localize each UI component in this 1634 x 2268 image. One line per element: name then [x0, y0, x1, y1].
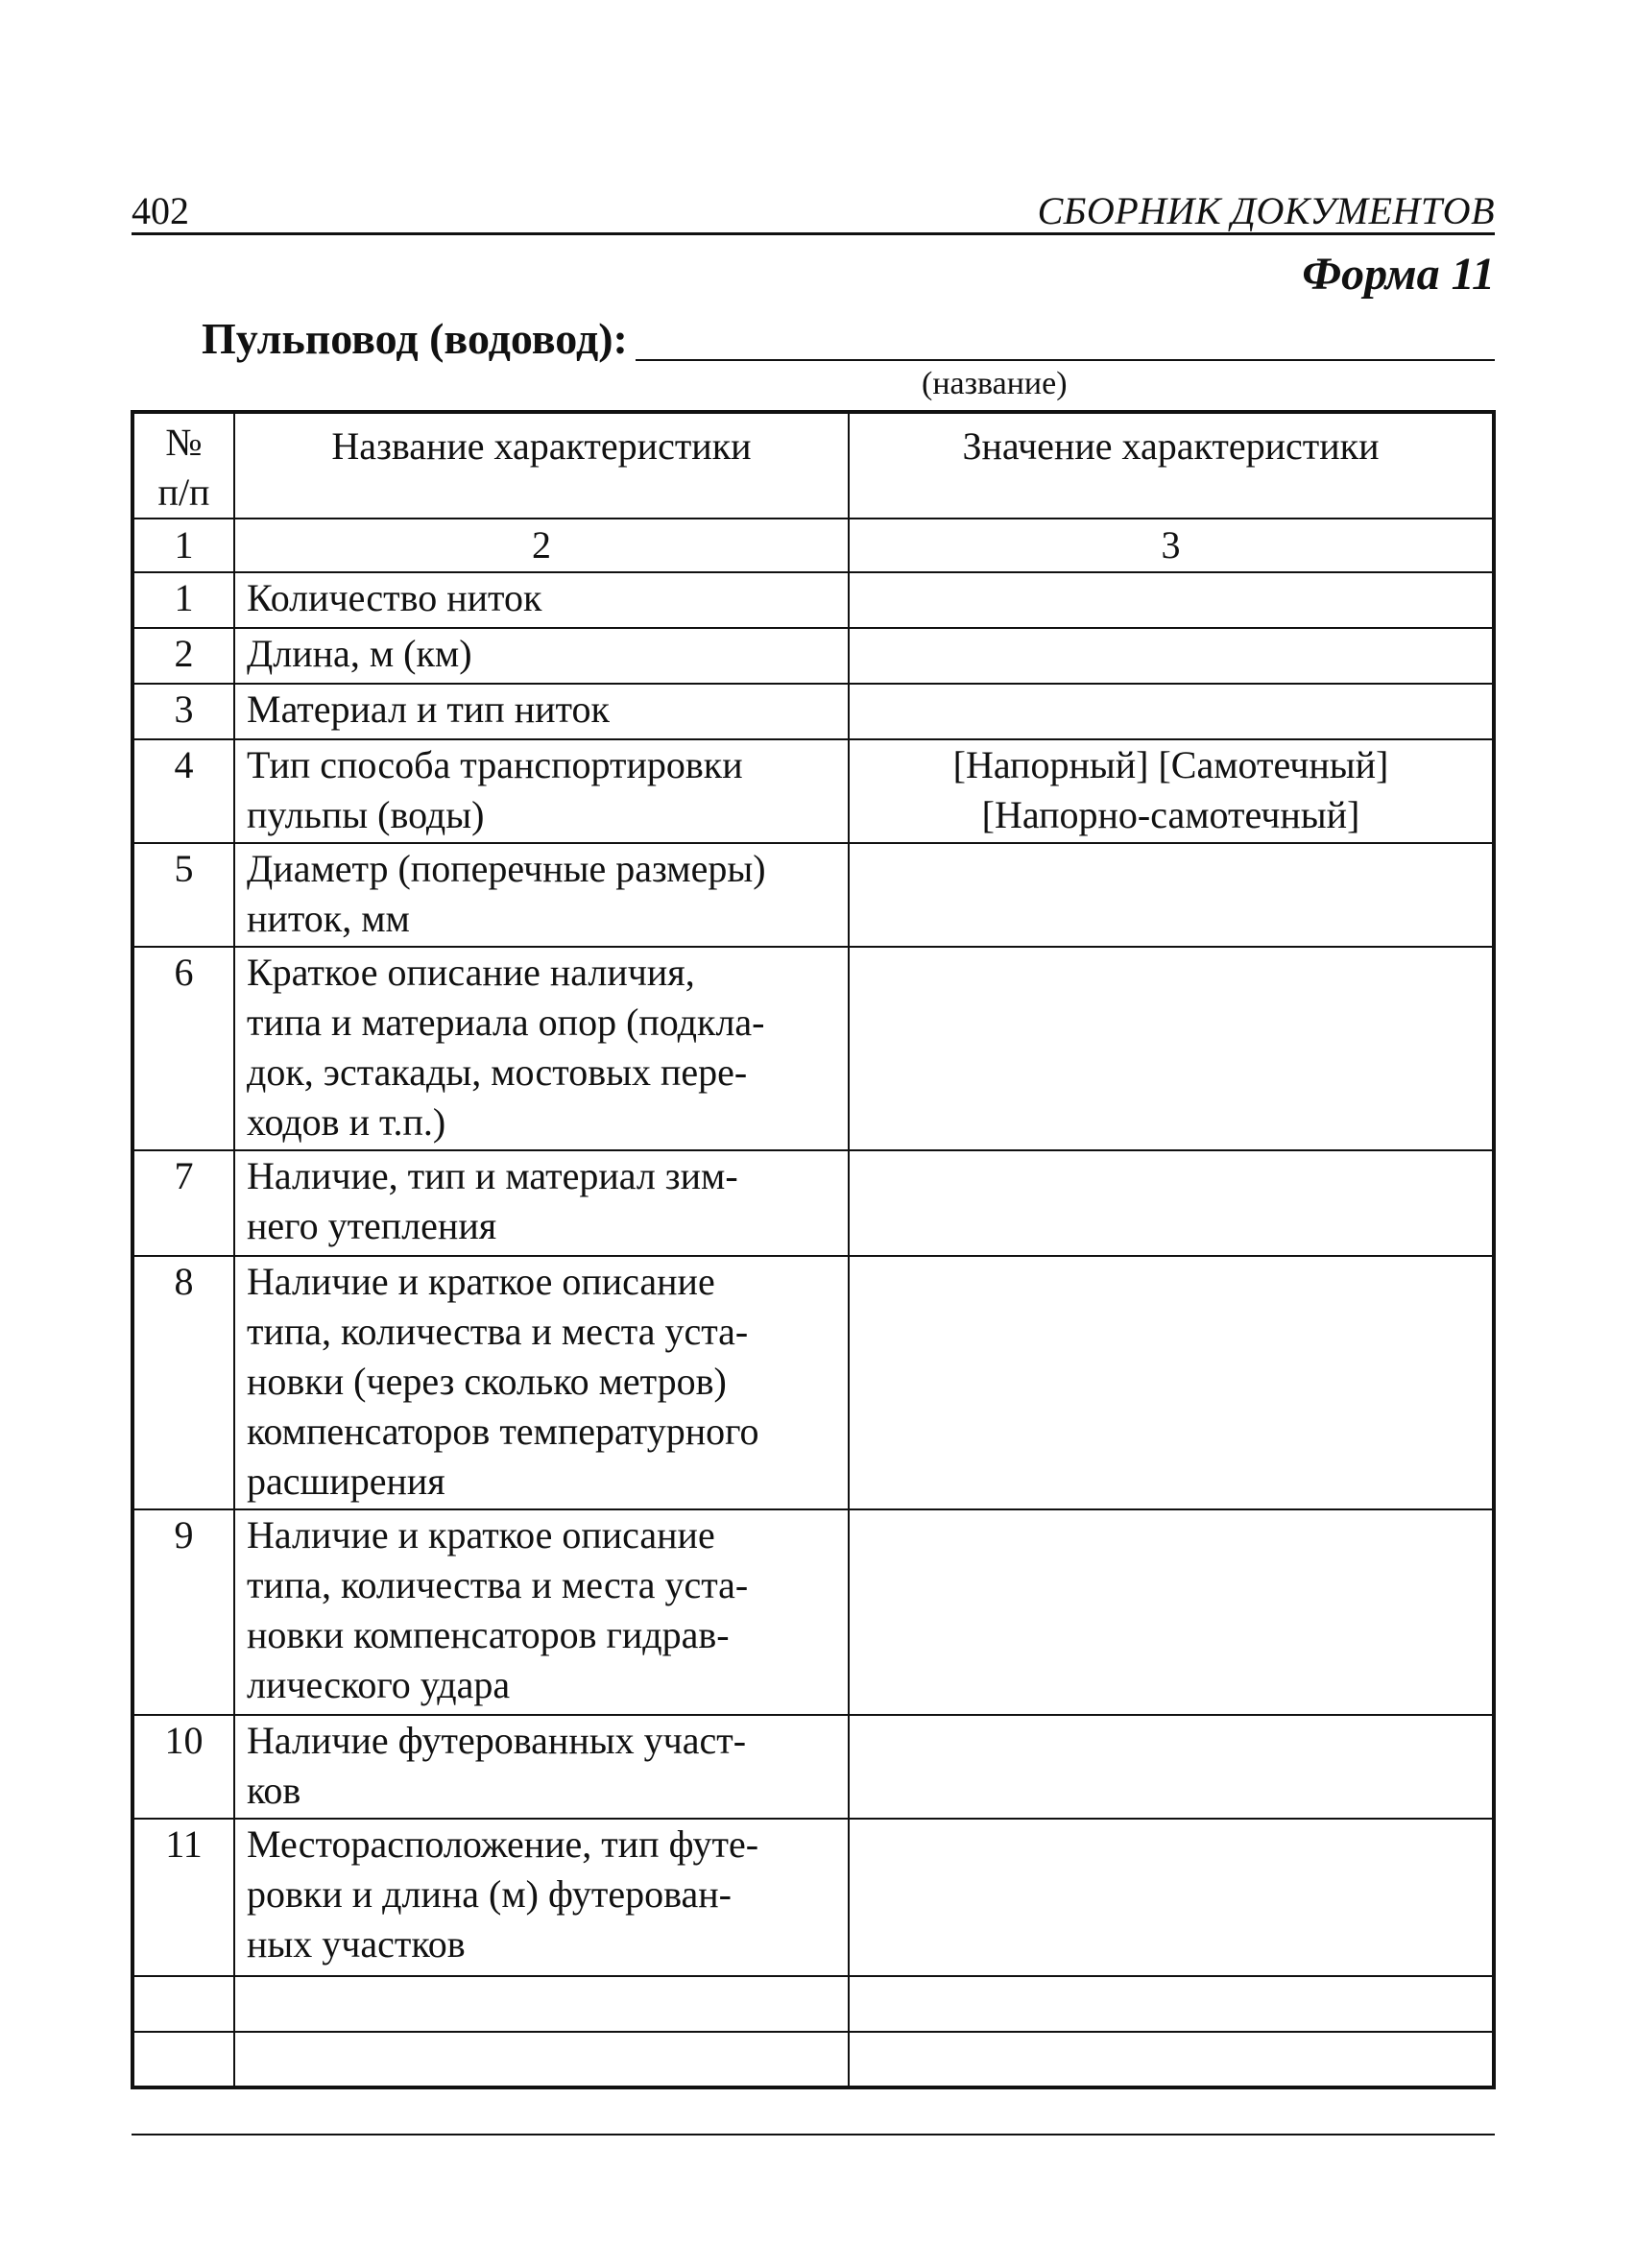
characteristic-value-cell[interactable] — [849, 1819, 1494, 1976]
characteristic-name-line: новки (через сколько метров) — [247, 1360, 727, 1403]
row-number-cell: 8 — [132, 1256, 234, 1509]
characteristic-name-cell — [234, 1819, 849, 1976]
characteristic-name-cell — [234, 572, 849, 628]
column-number-2: 2 — [234, 519, 849, 572]
row-number-cell: 7 — [132, 1150, 234, 1256]
table-row — [132, 684, 1494, 739]
characteristic-name-cell — [234, 628, 849, 684]
row-number-cell — [132, 1976, 234, 2032]
characteristic-name-line: типа и материала опор (подкла- — [247, 1001, 765, 1044]
form-title-row — [202, 309, 1495, 365]
characteristics-table — [131, 410, 1496, 2089]
row-number-cell: 3 — [132, 684, 234, 739]
characteristic-name-line: него утепления — [247, 1204, 497, 1247]
characteristic-name-cell — [234, 684, 849, 739]
form-title: Пульповод (водовод): — [202, 314, 628, 363]
characteristic-name-line: Диаметр (поперечные размеры) — [247, 847, 766, 890]
table-row — [132, 1819, 1494, 1976]
row-number-cell — [132, 2032, 234, 2087]
characteristic-name-line: лического удара — [247, 1663, 511, 1706]
characteristic-name-cell — [234, 2032, 849, 2087]
characteristic-name-line: Количество ниток — [247, 576, 542, 619]
column-number-1: 1 — [132, 519, 234, 572]
header-name-cell: Название характеристики — [234, 412, 849, 519]
characteristic-name-line: ходов и т.п.) — [247, 1100, 446, 1144]
characteristic-name-line: Тип способа транспортировки — [247, 743, 743, 786]
title-fill-line — [636, 359, 1495, 361]
row-number-cell: 6 — [132, 947, 234, 1150]
characteristic-name-line: типа, количества и места уста- — [247, 1310, 749, 1353]
table-row — [132, 843, 1494, 947]
form-label: Форма 11 — [1302, 249, 1495, 300]
row-number-cell: 4 — [132, 739, 234, 843]
characteristic-value-cell[interactable] — [849, 572, 1494, 628]
table-row — [132, 1976, 1494, 2032]
row-number-cell: 5 — [132, 843, 234, 947]
characteristic-value-cell[interactable] — [849, 1256, 1494, 1509]
characteristic-name-line: Наличие, тип и материал зим- — [247, 1154, 738, 1197]
header-num-line-2: п/п — [157, 470, 210, 514]
row-number-cell: 9 — [132, 1509, 234, 1715]
page-number: 402 — [132, 189, 189, 232]
running-title: СБОРНИК ДОКУМЕНТОВ — [1037, 189, 1495, 232]
characteristic-value-cell[interactable] — [849, 1509, 1494, 1715]
characteristic-name-line: компенсаторов температурного — [247, 1410, 759, 1453]
characteristic-value-line: [Напорно-самотечный] — [981, 793, 1360, 836]
characteristic-value-cell[interactable] — [849, 843, 1494, 947]
table-row — [132, 739, 1494, 843]
characteristic-name-line: Наличие и краткое описание — [247, 1260, 715, 1303]
row-number-cell: 1 — [132, 572, 234, 628]
row-number-cell: 2 — [132, 628, 234, 684]
characteristic-value-cell[interactable] — [849, 684, 1494, 739]
header-row — [132, 412, 1494, 519]
characteristic-name-line: Наличие и краткое описание — [247, 1513, 715, 1556]
characteristic-name-cell — [234, 739, 849, 843]
characteristic-name-line: ниток, мм — [247, 897, 410, 940]
header-num-cell — [132, 412, 234, 519]
characteristic-name-line: Краткое описание наличия, — [247, 951, 695, 994]
column-number-3: 3 — [849, 519, 1494, 572]
characteristic-name-line: типа, количества и места уста- — [247, 1563, 749, 1606]
characteristic-name-line: Материал и тип ниток — [247, 688, 610, 731]
header-num-line-1: № — [165, 421, 203, 464]
table-row — [132, 1715, 1494, 1819]
characteristic-name-line: ных участков — [247, 1922, 466, 1966]
footer-rule — [132, 2134, 1495, 2135]
characteristic-value-cell[interactable] — [849, 1976, 1494, 2032]
row-number-cell: 10 — [132, 1715, 234, 1819]
characteristic-name-cell — [234, 1509, 849, 1715]
table-row — [132, 947, 1494, 1150]
characteristic-name-cell — [234, 1256, 849, 1509]
table-row — [132, 2032, 1494, 2087]
running-head — [132, 181, 1495, 235]
characteristic-value-cell[interactable] — [849, 947, 1494, 1150]
characteristic-value-line: [Напорный] [Самотечный] — [952, 743, 1389, 786]
characteristic-name-cell — [234, 1976, 849, 2032]
column-number-row — [132, 519, 1494, 572]
characteristic-value-cell[interactable] — [849, 628, 1494, 684]
characteristic-name-line: ровки и длина (м) футерован- — [247, 1872, 732, 1916]
characteristic-name-line: пульпы (воды) — [247, 793, 485, 836]
characteristic-name-line: Месторасположение, тип футе- — [247, 1822, 759, 1866]
table-row — [132, 572, 1494, 628]
header-value-cell: Значение характеристики — [849, 412, 1494, 519]
characteristic-name-cell — [234, 843, 849, 947]
table-row — [132, 1509, 1494, 1715]
characteristic-name-line: док, эстакады, мостовых пере- — [247, 1050, 748, 1094]
title-caption: (название) — [922, 366, 1068, 401]
characteristic-name-cell — [234, 947, 849, 1150]
table-row — [132, 1256, 1494, 1509]
characteristic-name-line: новки компенсаторов гидрав- — [247, 1613, 730, 1656]
characteristic-name-line: расширения — [247, 1460, 445, 1503]
characteristic-value-cell[interactable] — [849, 739, 1494, 843]
characteristic-value-cell[interactable] — [849, 1715, 1494, 1819]
table-row — [132, 1150, 1494, 1256]
characteristic-name-line: Длина, м (км) — [247, 632, 472, 675]
table-row — [132, 628, 1494, 684]
row-number-cell: 11 — [132, 1819, 234, 1976]
characteristic-name-line: Наличие футерованных участ- — [247, 1719, 747, 1762]
characteristic-value-cell[interactable] — [849, 2032, 1494, 2087]
characteristic-name-line: ков — [247, 1769, 301, 1812]
characteristic-name-cell — [234, 1715, 849, 1819]
characteristic-value-cell[interactable] — [849, 1150, 1494, 1256]
characteristic-name-cell — [234, 1150, 849, 1256]
